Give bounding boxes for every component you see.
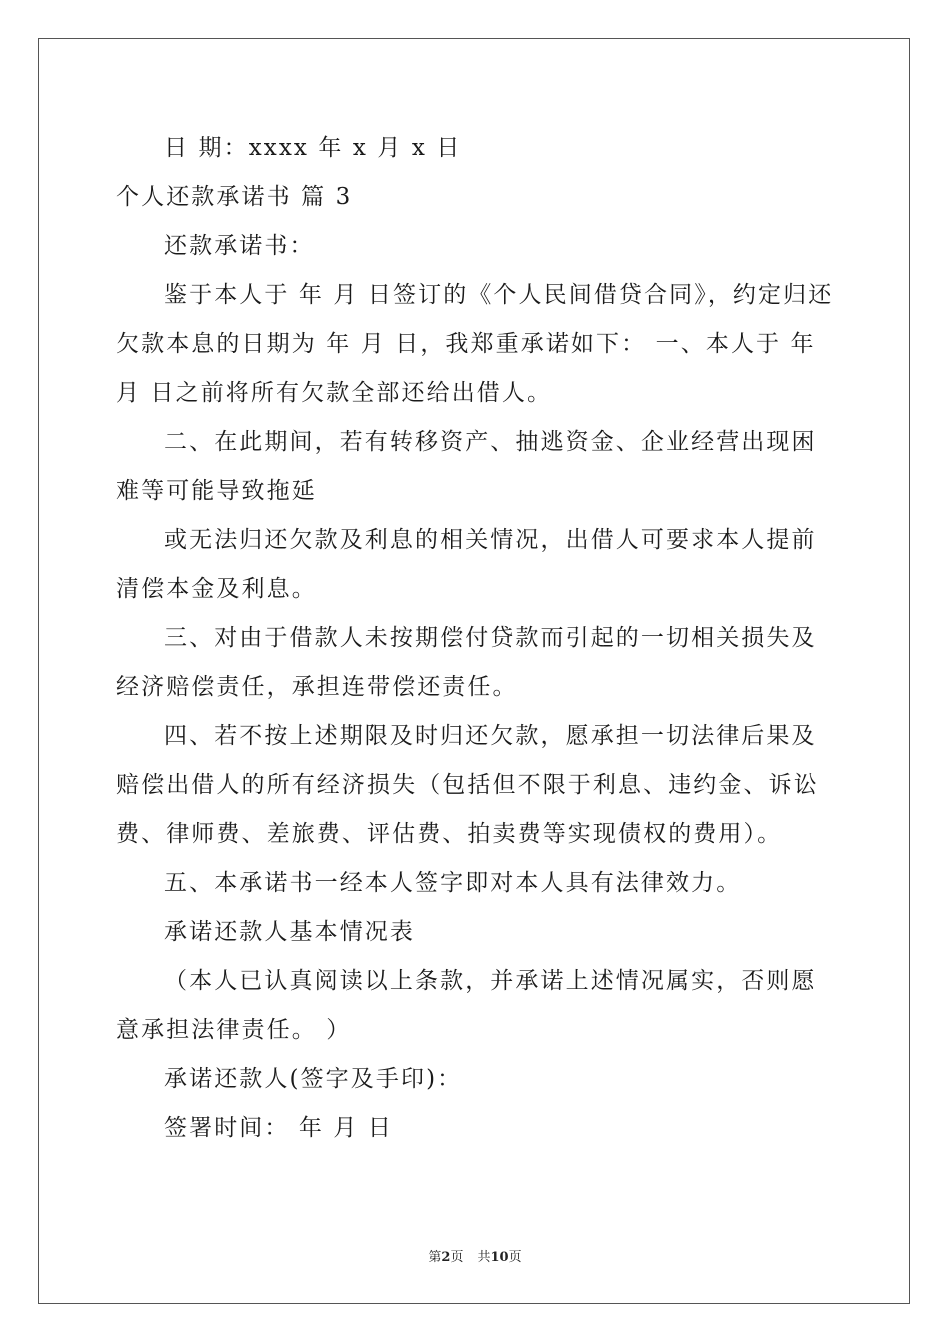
date-line: 日 期：xxxx 年 x 月 x 日: [164, 135, 462, 161]
signing-date-line: 签署时间： 年 月 日: [164, 1115, 394, 1141]
section-title: 个人还款承诺书 篇 3: [116, 184, 353, 210]
declaration-paragraph: （本人已认真阅读以上条款，并承诺上述情况属实，否则愿意承担法律责任。 ）: [116, 968, 817, 1043]
paragraph-4: 三、对由于借款人未按期偿付贷款而引起的一切相关损失及经济赔偿责任，承担连带偿还责任。: [116, 625, 817, 700]
paragraph-2: 二、在此期间，若有转移资产、抽逃资金、企业经营出现困难等可能导致拖延: [116, 429, 817, 504]
letter-heading: 还款承诺书：: [164, 233, 315, 259]
page-current: 2: [441, 1250, 451, 1265]
total-prefix: 共: [477, 1250, 491, 1265]
page-total: 10: [490, 1250, 509, 1265]
paragraph-5: 四、若不按上述期限及时归还欠款，愿承担一切法律后果及赔偿出借人的所有经济损失（包括但不限于利息、违约金、诉讼费、律师费、差旅费、评估费、拍卖费等实现债权的费用）。: [116, 723, 819, 847]
table-title: 承诺还款人基本情况表: [164, 919, 415, 945]
total-suffix: 页: [508, 1250, 522, 1265]
paragraph-6: 五、本承诺书一经本人签字即对本人具有法律效力。: [164, 870, 742, 896]
document-body: [116, 124, 836, 1153]
signature-line: 承诺还款人(签字及手印)：: [164, 1066, 463, 1092]
page-suffix: 页: [450, 1250, 464, 1265]
page-footer: [0, 1246, 950, 1265]
paragraph-3: 或无法归还欠款及利息的相关情况，出借人可要求本人提前清偿本金及利息。: [116, 527, 817, 602]
page-prefix: 第: [428, 1250, 442, 1265]
paragraph-1: 鉴于本人于 年 月 日签订的《个人民间借贷合同》，约定归还欠款本息的日期为 年 月 日，我郑重承诺如下： 一、本人于 年 月 日之前将所有欠款全部还给出借人。: [116, 282, 834, 406]
